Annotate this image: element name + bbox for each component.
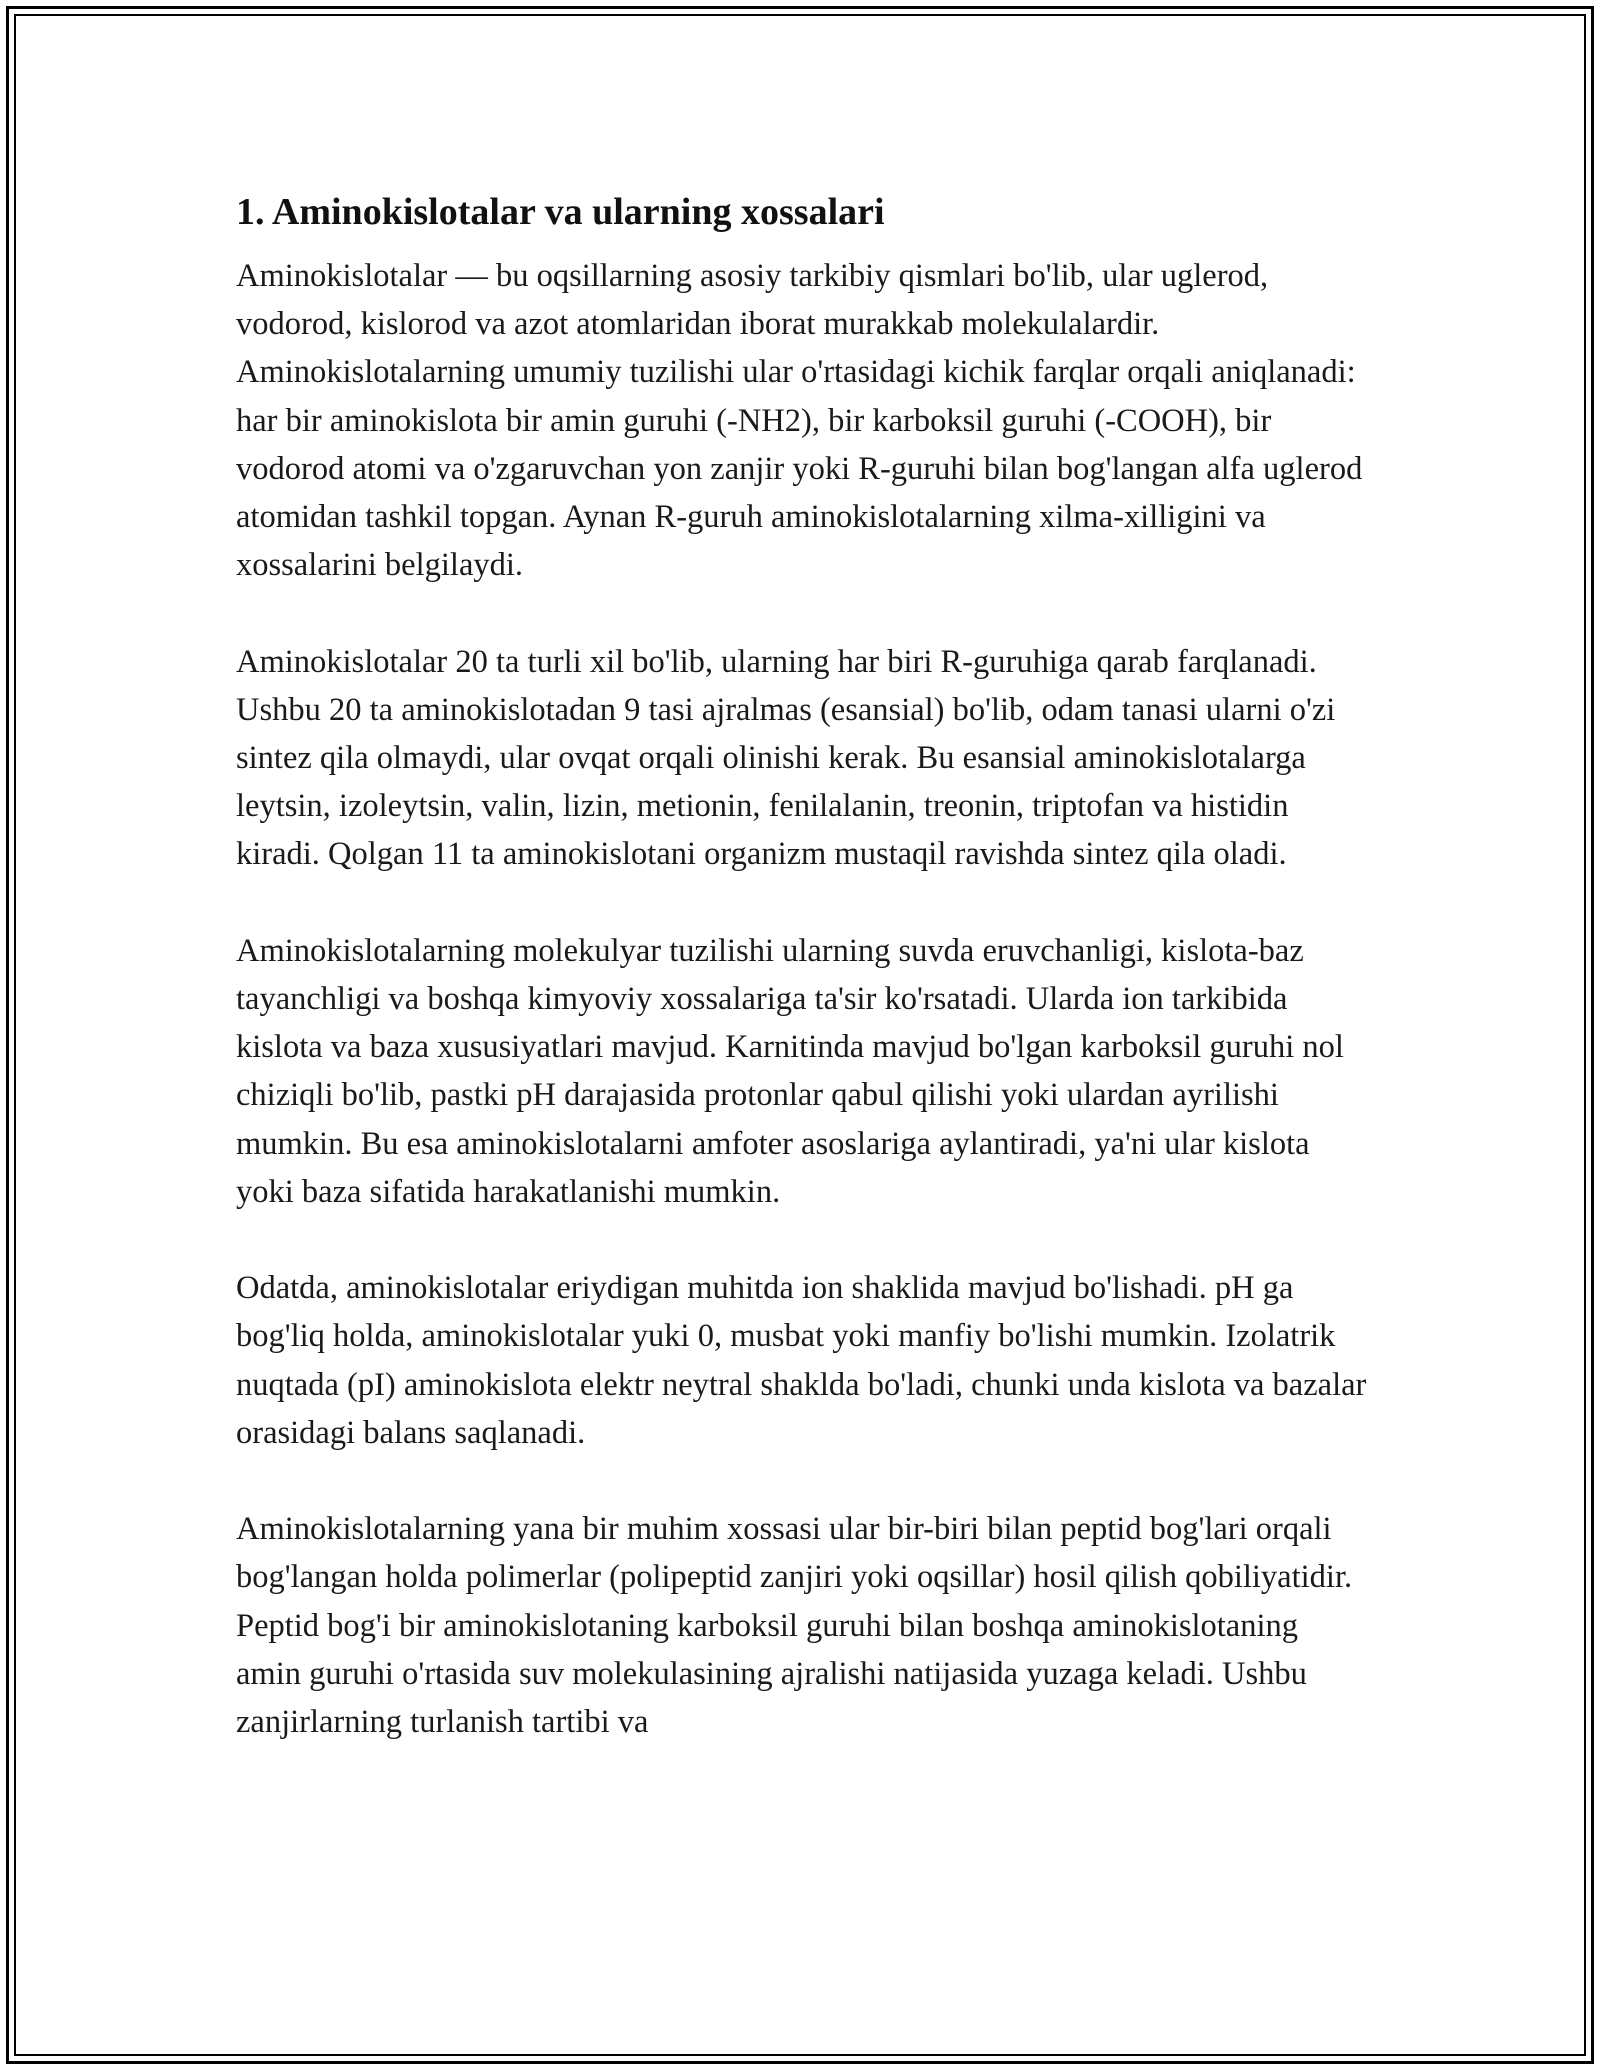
page-content	[236, 186, 1368, 1746]
paragraph-molecular-properties: Aminokislotalarning molekulyar tuzilishi ularning suvda eruvchanligi, kislota-baz tayanchligi va boshqa kimyoviy xossalariga ta'sir ko'rsatadi. Ularda ion tarkibida kislota va baza xususiyatlari mavjud. Karnitinda mavjud bo'lgan karboksil guruhi nol chiziqli bo'lib, pastki pH darajasida protonlar qabul qilishi yoki ulardan ayrilishi mumkin. Bu esa aminokislotalarni amfoter asoslariga aylantiradi, ya'ni ular kislota yoki baza sifatida harakatlanishi mumkin.	[236, 932, 1344, 1210]
paragraph-essential-amino-acids: Aminokislotalar 20 ta turli xil bo'lib, ularning har biri R-guruhiga qarab farqlanadi. Ushbu 20 ta aminokislotadan 9 tasi ajralmas (esansial) bo'lib, odam tanasi ularni o'zi sintez qila olmaydi, ular ovqat orqali olinishi kerak. Bu esansial aminokislotalarga leytsin, izoleytsin, valin, lizin, metionin, fenilalanin, treonin, triptofan va histidin kiradi. Qolgan 11 ta aminokislotani organizm mustaqil ravishda sintez qila oladi.	[236, 643, 1336, 873]
paragraph-structure: Aminokislotalar — bu oqsillarning asosiy tarkibiy qismlari bo'lib, ular uglerod, vodorod, kislorod va azot atomlaridan iborat murakkab molekulalardir. Aminokislotalarning umumiy tuzilishi ular o'rtasidagi kichik farqlar orqali aniqlanadi: har bir aminokislota bir amin guruhi (-NH2), bir karboksil guruhi (-COOH), bir vodorod atomi va o'zgaruvchan yon zanjir yoki R-guruhi bilan bog'langan alfa uglerod atomidan tashkil topgan. Aynan R-guruh aminokislotalarning xilma-xilligini va xossalarini belgilaydi.	[236, 258, 1363, 584]
paragraph-ionic-form: Odatda, aminokislotalar eriydigan muhitda ion shaklida mavjud bo'lishadi. pH ga bog'liq holda, aminokislotalar yuki 0, musbat yoki manfiy bo'lishi mumkin. Izolatrik nuqtada (pI) aminokislota elektr neytral shakldа bo'ladi, chunki unda kislota va bazalar orasidagi balans saqlanadi.	[236, 1270, 1367, 1451]
paragraph-peptide-bonds: Aminokislotalarning yana bir muhim xossasi ular bir-biri bilan peptid bog'lari orqali bog'langan holda polimerlar (polipeptid zanjiri yoki oqsillar) hosil qilish qobiliyatidir. Peptid bog'i bir aminokislotaning karboksil guruhi bilan boshqa aminokislotaning amin guruhi o'rtasida suv molekulasining ajralishi natijasida yuzaga keladi. Ushbu zanjirlarning turlanish tartibi va	[236, 1511, 1353, 1741]
section-title: 1. Aminokislotalar va ularning xossalari	[236, 191, 885, 233]
